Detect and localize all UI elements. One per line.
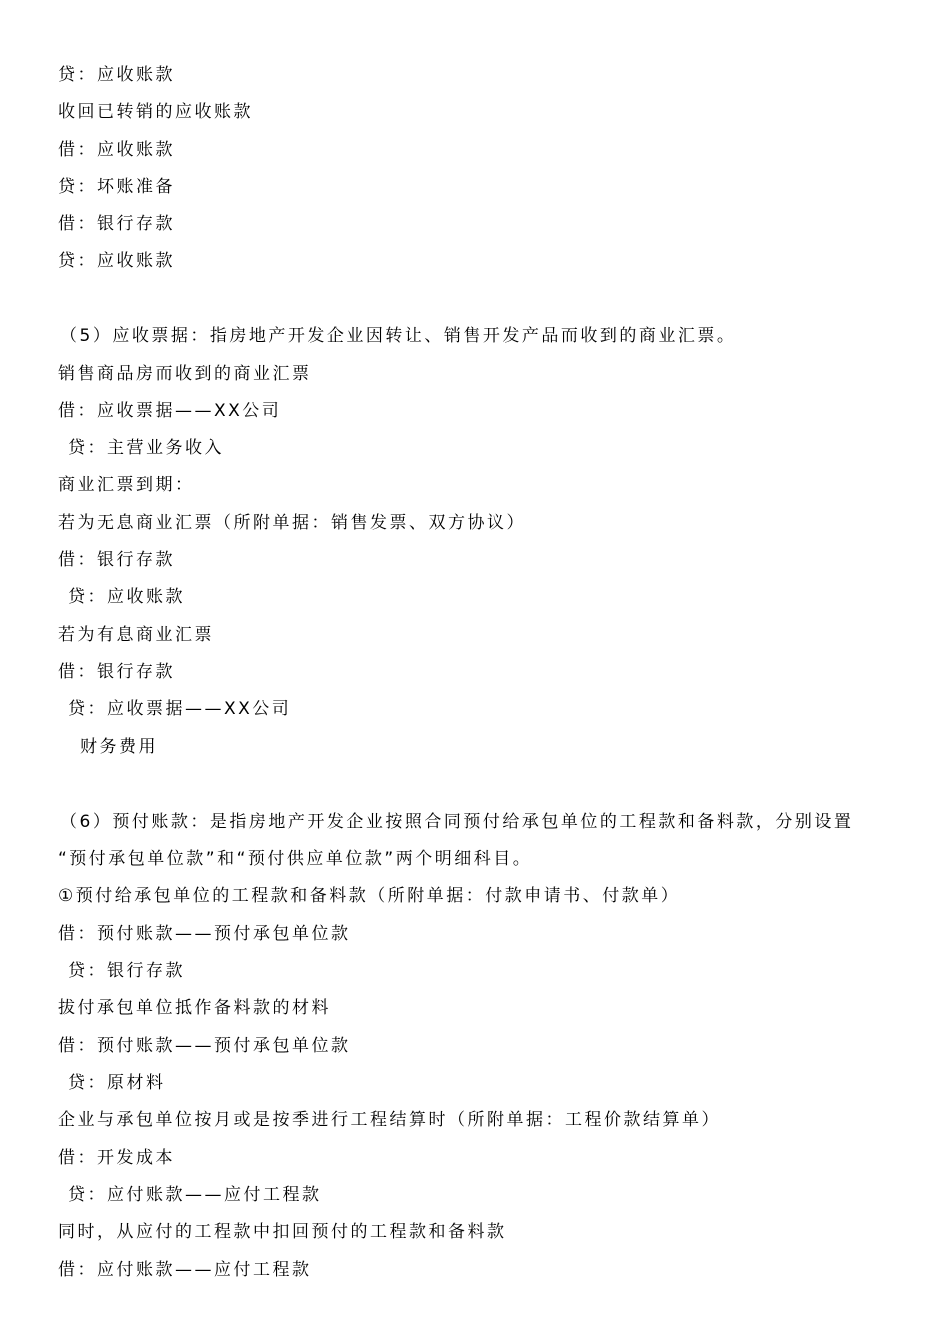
text-line: 借：应付账款——应付工程款 [58, 1260, 312, 1280]
text-line: 借：应收票据——XX公司 [58, 401, 282, 421]
text-line: 收回已转销的应收账款 [58, 102, 253, 122]
text-line: 同时，从应付的工程款中扣回预付的工程款和备料款 [58, 1222, 507, 1242]
text-line: 商业汇票到期： [58, 475, 195, 495]
text-line: 企业与承包单位按月或是按季进行工程结算时（所附单据：工程价款结算单） [58, 1110, 721, 1130]
text-line: 若为无息商业汇票（所附单据：销售发票、双方协议） [58, 513, 526, 533]
text-line: 借：预付账款——预付承包单位款 [58, 924, 351, 944]
text-line: 借：应收账款 [58, 140, 175, 160]
text-line: 借：银行存款 [58, 214, 175, 234]
text-line: 贷：应收账款 [58, 251, 175, 271]
text-line: 借：预付账款——预付承包单位款 [58, 1036, 351, 1056]
text-line: 贷：主营业务收入 [68, 438, 224, 458]
text-line: 贷：坏账准备 [58, 177, 175, 197]
text-line: 借：银行存款 [58, 662, 175, 682]
text-line: 贷：原材料 [68, 1073, 166, 1093]
text-line: 贷：应收账款 [68, 587, 185, 607]
text-line: 贷：应收票据——XX公司 [68, 699, 292, 719]
text-line: 借：银行存款 [58, 550, 175, 570]
text-line: 贷：应收账款 [58, 65, 175, 85]
text-line: 销售商品房而收到的商业汇票 [58, 364, 312, 384]
text-line: 贷：银行存款 [68, 961, 185, 981]
text-line: ①预付给承包单位的工程款和备料款（所附单据：付款申请书、付款单） [58, 886, 681, 906]
text-line: 贷：应付账款——应付工程款 [68, 1185, 322, 1205]
text-line: 财务费用 [80, 737, 158, 757]
text-line: “预付承包单位款”和“预付供应单位款”两个明细科目。 [58, 849, 533, 869]
text-line: 拔付承包单位抵作备料款的材料 [58, 998, 331, 1018]
section-heading: （5）应收票据：指房地产开发企业因转让、销售开发产品而收到的商业汇票。 [60, 326, 737, 346]
text-line: 若为有息商业汇票 [58, 625, 214, 645]
section-heading: （6）预付账款：是指房地产开发企业按照合同预付给承包单位的工程款和备料款，分别设置 [60, 812, 854, 832]
text-line: 借：开发成本 [58, 1148, 175, 1168]
